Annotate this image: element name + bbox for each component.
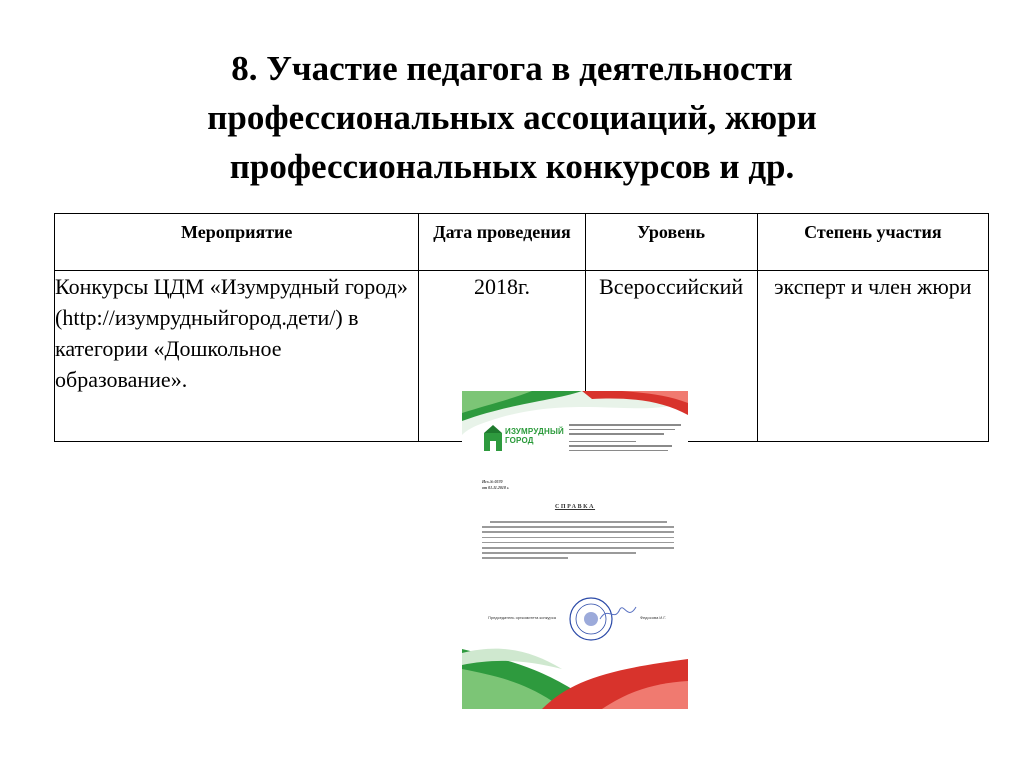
- title-line-3: профессиональных конкурсов и др.: [229, 147, 795, 186]
- reference-number: Исх.№ 0570 от 01.11.2018 г.: [482, 479, 510, 490]
- bottom-wave-decoration: [462, 629, 688, 709]
- header-event: Мероприятие: [55, 214, 419, 271]
- cell-event: Конкурсы ЦДМ «Изумрудный город» (http://изумрудныйгород.дети/) в категории «Дошкольное образование».: [55, 271, 419, 442]
- title-line-1: 8. Участие педагога в деятельности: [231, 49, 793, 88]
- cell-level: Всероссийский: [585, 271, 757, 442]
- certificate-heading: СПРАВКА: [554, 504, 596, 510]
- table-header-row: [55, 214, 989, 271]
- header-date: Дата проведения: [419, 214, 585, 271]
- header-participation: Степень участия: [757, 214, 988, 271]
- header-level: Уровень: [585, 214, 757, 271]
- signature-name: Федосова И.Г.: [640, 615, 667, 620]
- certificate-body-text: [482, 521, 674, 563]
- certificate-image: [462, 391, 688, 709]
- logo-text: ИЗУМРУДНЫЙ ГОРОД: [505, 427, 564, 445]
- signature-label: Председатель оргкомитета конкурса: [488, 615, 556, 620]
- header-address-block: [569, 424, 681, 454]
- title-line-2: профессиональных ассоциаций, жюри: [207, 98, 817, 137]
- cell-date: 2018г.: [419, 271, 585, 442]
- cell-participation: эксперт и член жюри: [757, 271, 988, 442]
- slide-title: [100, 44, 924, 191]
- handwritten-signature-icon: [598, 601, 638, 627]
